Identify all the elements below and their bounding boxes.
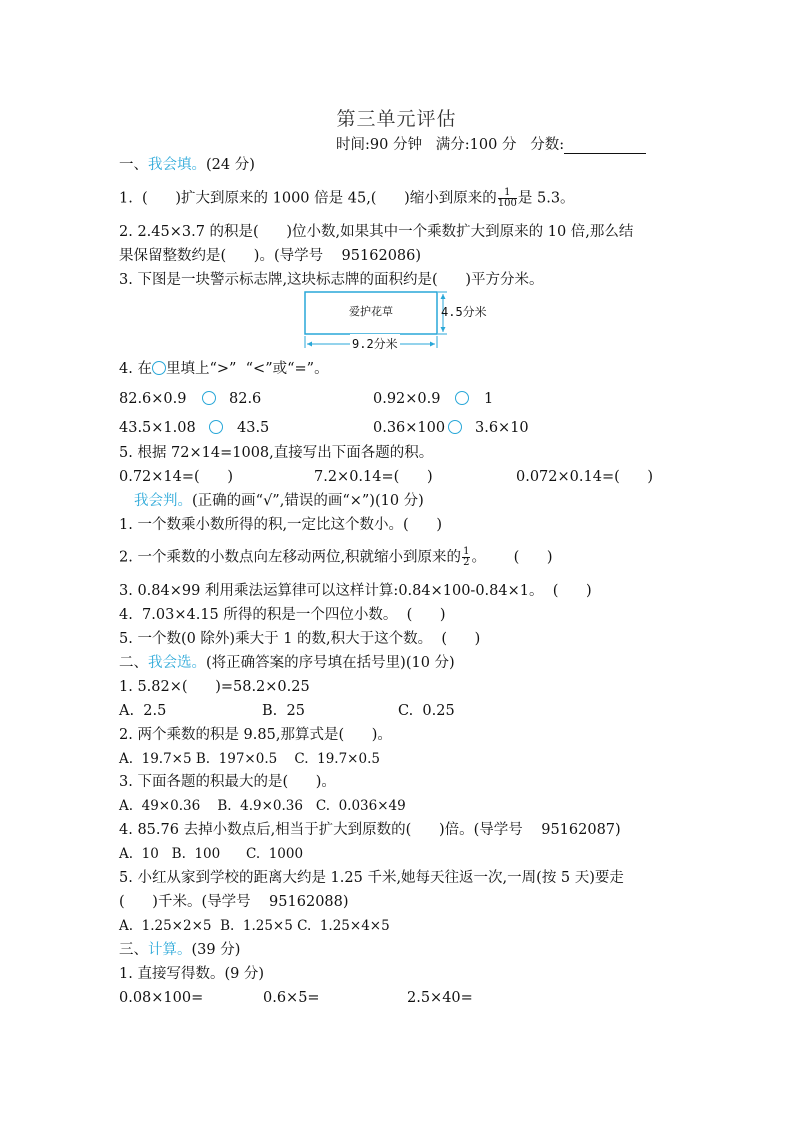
sign-width-label: 9.2分米 xyxy=(350,334,400,354)
circle-blank-icon xyxy=(209,420,223,434)
fraction-denominator: 2 xyxy=(463,557,470,568)
question-text-tail: 是 5.3。 xyxy=(517,190,575,207)
question-3-5-options: A. 1.25×2×5 B. 1.25×5 C. 1.25×4×5 xyxy=(119,918,390,934)
question-3-1: 1. 5.82×( )=58.2×0.25 xyxy=(119,679,310,695)
sign-height-label: 4.5分米 xyxy=(441,305,487,319)
question-2-5: 5. 一个数(0 除外)乘大于 1 的数,积大于这个数。 ( ) xyxy=(119,631,481,647)
height-arrow-top-head xyxy=(441,294,446,299)
question-3-4: 4. 85.76 去掉小数点后,相当于扩大到原数的( )倍。(导学号 95162087) xyxy=(119,822,621,838)
section-name: 计算。 xyxy=(148,942,192,958)
exam-meta xyxy=(336,133,646,154)
option-b: B. 25 xyxy=(262,703,305,719)
warning-sign-figure xyxy=(305,290,487,351)
question-4-1: 1. 直接写得数。(9 分) xyxy=(119,966,265,982)
section-2-heading xyxy=(134,491,424,511)
question-2-3: 3. 0.84×99 利用乘法运算律可以这样计算:0.84×100-0.84×1。 ( ) xyxy=(119,583,592,599)
question-3-4-options: A. 10 B. 100 C. 1000 xyxy=(119,846,304,862)
question-text-tail: 里填上“>” “<”或“=”。 xyxy=(165,361,329,377)
circle-blank-icon xyxy=(455,391,469,405)
width-arrow-left-head xyxy=(307,342,312,347)
score-blank[interactable] xyxy=(564,139,646,154)
section-number: 三、 xyxy=(119,942,148,958)
section-name: 我会判。 xyxy=(134,493,192,509)
section-3-heading xyxy=(119,653,455,673)
compare-expression: 82.6×0.9 xyxy=(119,391,187,407)
question-2-1: 1. 一个数乘小数所得的积,一定比这个数小。( ) xyxy=(119,517,443,533)
question-1-2-line-1: 2. 2.45×3.7 的积是( )位小数,如果其中一个乘数扩大到原来的 10 倍,那么结 xyxy=(119,224,634,240)
question-2-2 xyxy=(119,547,553,568)
section-number: 一、 xyxy=(119,157,148,173)
option-a: A. 2.5 xyxy=(119,703,167,719)
question-3-2-options: A. 19.7×5 B. 197×0.5 C. 19.7×0.5 xyxy=(119,751,380,767)
product-blank-3: 0.072×0.14=( ) xyxy=(516,469,654,485)
score-label: 分数: xyxy=(530,137,565,153)
fraction-numerator: 1 xyxy=(498,188,517,199)
question-3-3: 3. 下面各题的积最大的是( )。 xyxy=(119,774,336,790)
question-3-5-line-1: 5. 小红从家到学校的距离大约是 1.25 千米,她每天往返一次,一周(按 5 天)要走 xyxy=(119,870,624,886)
time-label: 时间:90 分钟 xyxy=(336,137,422,153)
option-c: C. 0.25 xyxy=(398,703,455,719)
full-score-label: 满分:100 分 xyxy=(435,137,517,153)
section-points: (39 分) xyxy=(191,942,241,958)
calc-item-1: 0.08×100= xyxy=(119,990,204,1006)
compare-expression: 3.6×10 xyxy=(475,420,529,436)
calc-item-2: 0.6×5= xyxy=(263,990,320,1006)
page-title: 第三单元评估 xyxy=(336,108,457,130)
section-1-heading xyxy=(119,155,255,175)
fraction xyxy=(498,188,517,209)
width-arrow-right-head xyxy=(430,342,435,347)
question-3-5-line-2: ( )千米。(导学号 95162088) xyxy=(119,894,349,910)
section-4-heading xyxy=(119,940,240,960)
compare-circle-2[interactable] xyxy=(455,389,469,409)
question-3-2: 2. 两个乘数的积是 9.85,那算式是( )。 xyxy=(119,727,392,743)
question-1-2-line-2: 果保留整数约是( )。(导学号 95162086) xyxy=(119,248,422,264)
question-3-3-options: A. 49×0.36 B. 4.9×0.36 C. 0.036×49 xyxy=(119,798,406,814)
compare-circle-4[interactable] xyxy=(448,418,462,438)
fraction-numerator: 1 xyxy=(463,546,470,557)
compare-expression: 82.6 xyxy=(229,391,262,407)
section-number: 二、 xyxy=(119,655,148,671)
circle-blank-icon xyxy=(152,361,166,375)
compare-circle-3[interactable] xyxy=(209,418,223,438)
question-text: 2. 一个乘数的小数点向左移动两位,积就缩小到原来的 xyxy=(119,549,462,566)
compare-expression: 43.5 xyxy=(237,420,270,436)
height-arrow-bottom-head xyxy=(441,327,446,332)
section-points: (24 分) xyxy=(206,157,255,173)
product-blank-2: 7.2×0.14=( ) xyxy=(314,469,433,485)
fraction xyxy=(462,547,470,568)
compare-expression: 0.36×100 xyxy=(373,420,446,436)
question-1-1 xyxy=(119,188,575,209)
question-text: 1. ( )扩大到原来的 1000 倍是 45,( )缩小到原来的 xyxy=(119,190,497,207)
compare-expression: 0.92×0.9 xyxy=(373,391,441,407)
section-description: (将正确答案的序号填在括号里)(10 分) xyxy=(206,655,455,671)
question-1-3: 3. 下图是一块警示标志牌,这块标志牌的面积约是( )平方分米。 xyxy=(119,272,544,288)
section-name: 我会选。 xyxy=(148,655,206,671)
calc-item-3: 2.5×40= xyxy=(407,990,473,1006)
fraction-denominator: 100 xyxy=(497,198,517,209)
circle-blank-icon xyxy=(202,391,216,405)
question-1-4 xyxy=(119,359,329,379)
sign-text: 爱护花草 xyxy=(349,305,393,318)
compare-expression: 1 xyxy=(484,391,494,407)
compare-expression: 43.5×1.08 xyxy=(119,420,196,436)
question-2-4: 4. 7.03×4.15 所得的积是一个四位小数。 ( ) xyxy=(119,607,446,623)
question-text: 4. 在 xyxy=(119,361,152,377)
question-text-tail: 。 ( ) xyxy=(471,549,553,566)
section-description: (正确的画“√”,错误的画“×”)(10 分) xyxy=(192,493,424,509)
circle-blank-icon xyxy=(448,420,462,434)
question-1-5: 5. 根据 72×14=1008,直接写出下面各题的积。 xyxy=(119,445,434,461)
section-name: 我会填。 xyxy=(148,157,206,173)
compare-circle-1[interactable] xyxy=(202,389,216,409)
product-blank-1: 0.72×14=( ) xyxy=(119,469,234,485)
